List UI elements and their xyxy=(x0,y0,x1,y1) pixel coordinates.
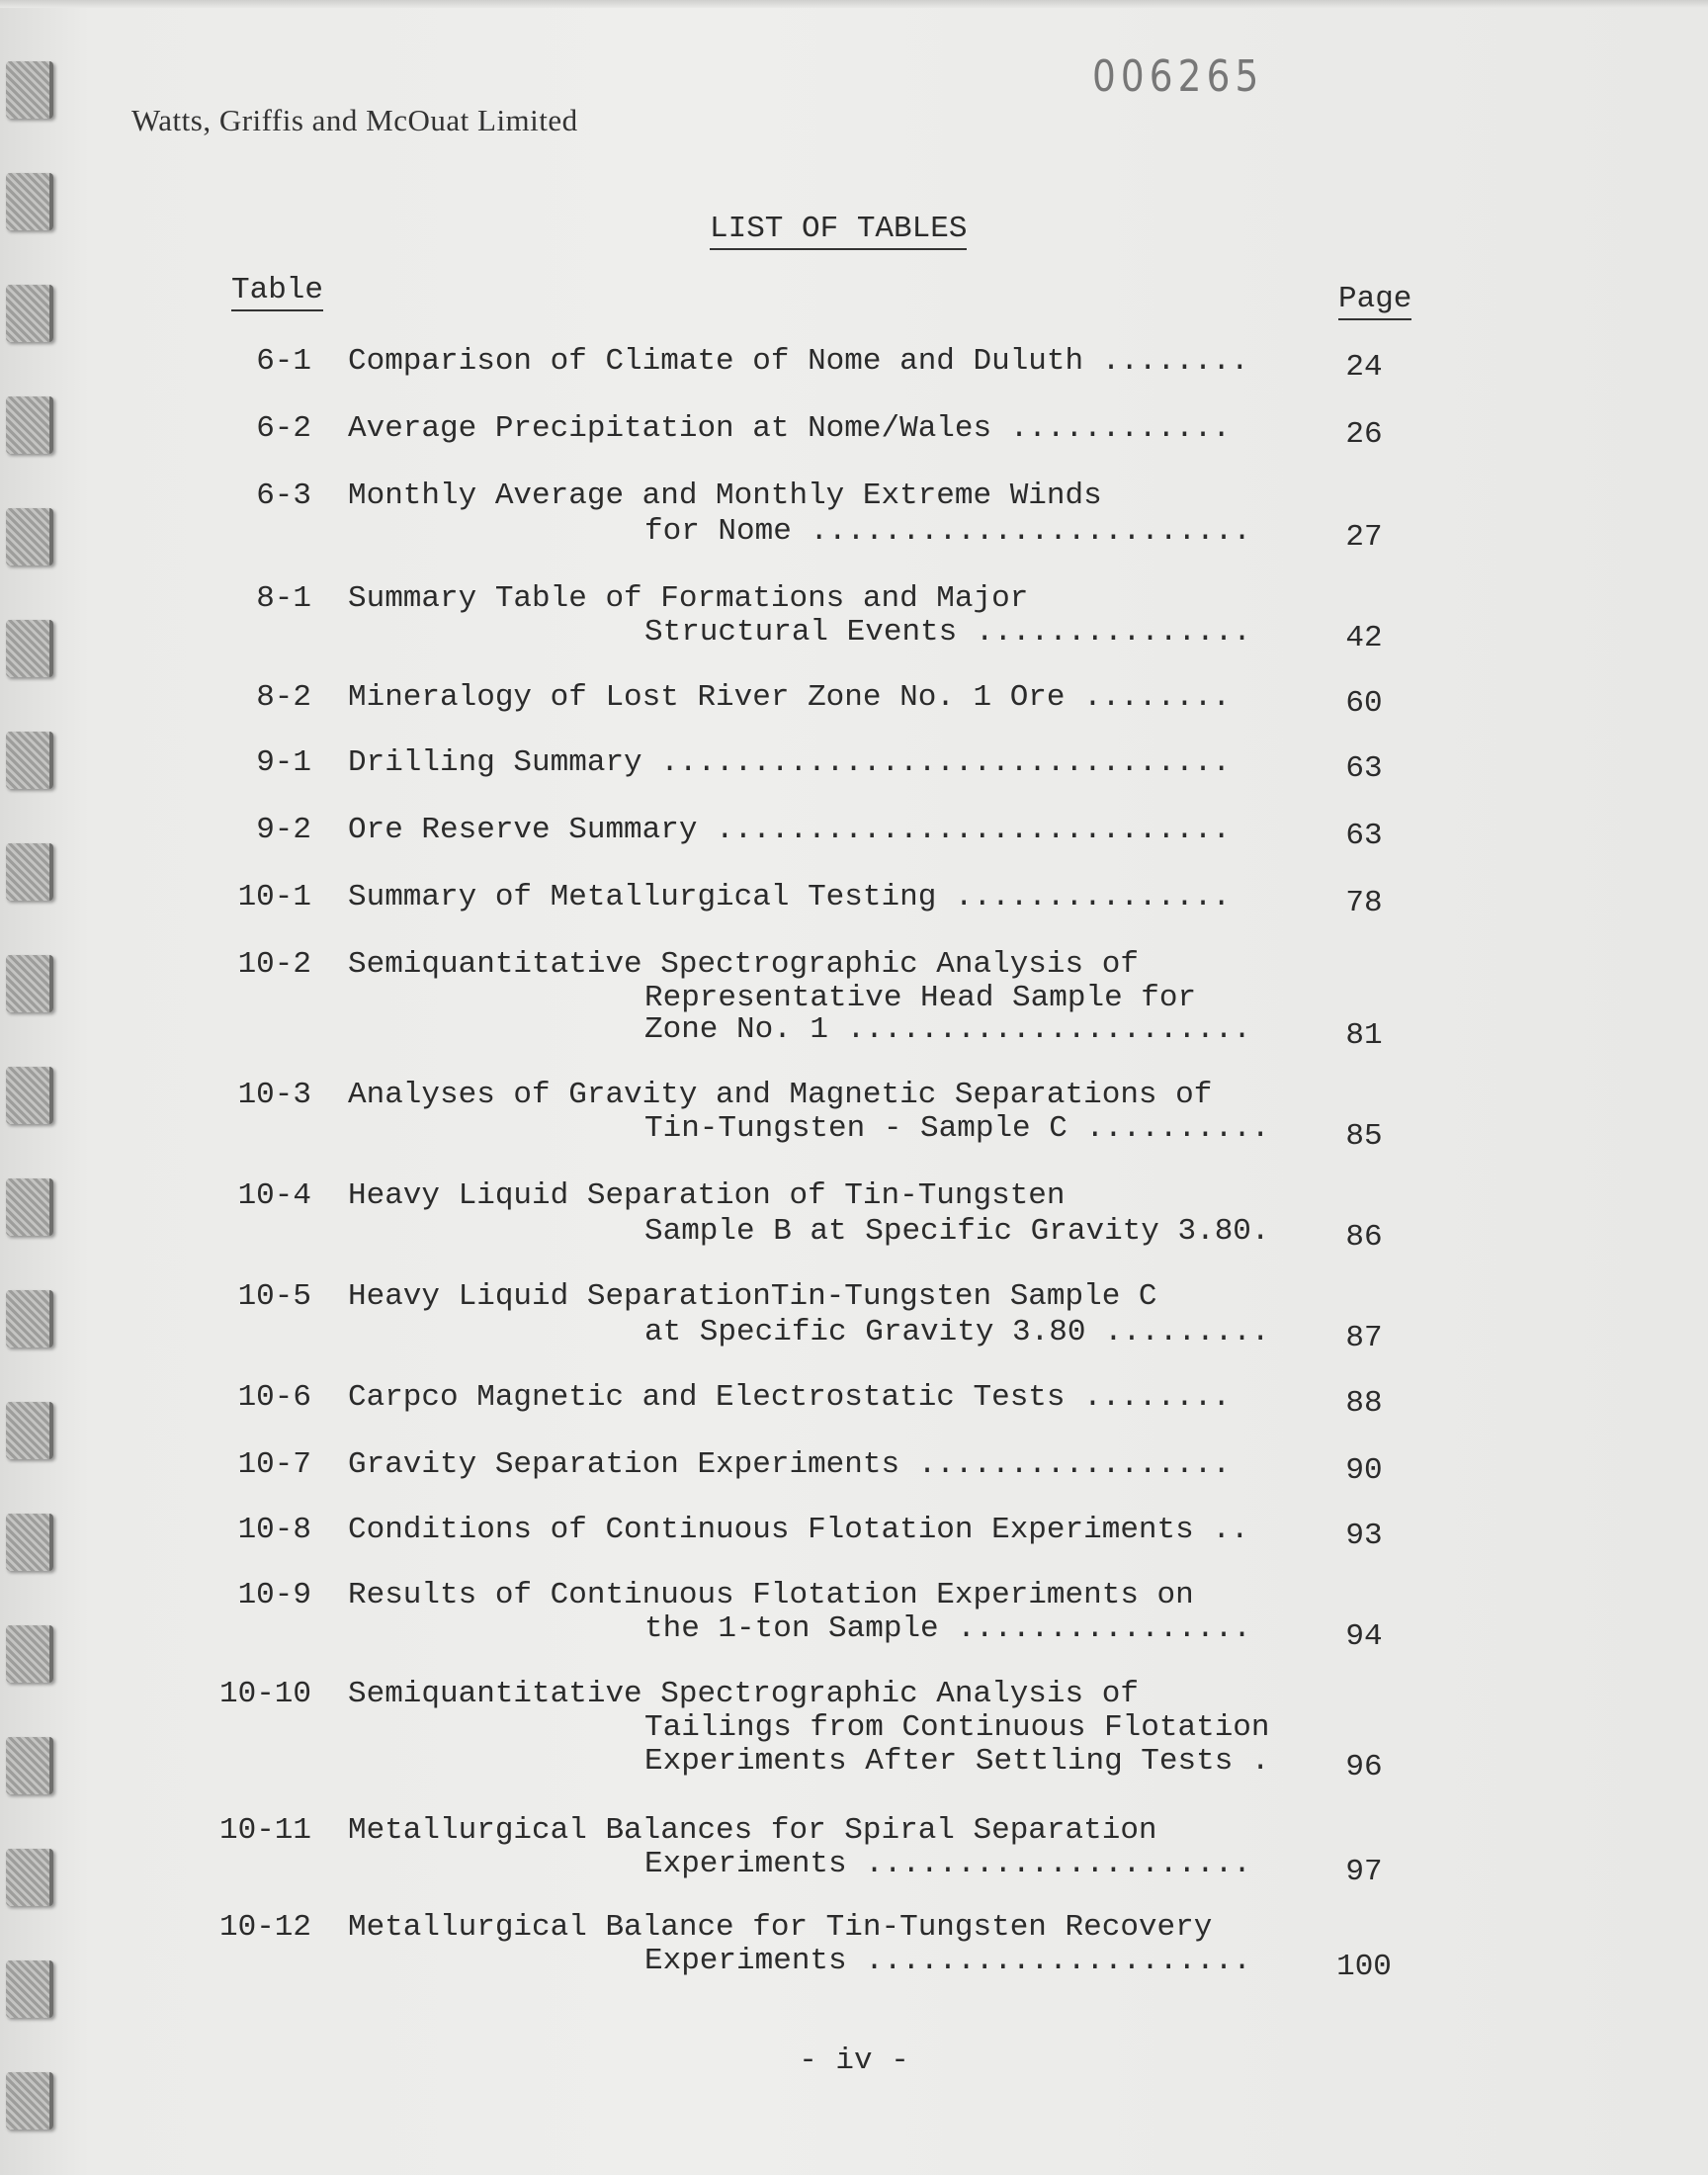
table-number: 6-2 xyxy=(256,411,311,446)
table-number: 6-3 xyxy=(256,478,311,513)
table-number: 8-2 xyxy=(256,680,311,715)
binding-ring xyxy=(6,1067,53,1124)
page-number: 94 xyxy=(1345,1619,1383,1654)
page-title: LIST OF TABLES xyxy=(710,212,967,250)
binding-ring xyxy=(6,1737,53,1794)
table-title-line: Experiments ..................... xyxy=(644,1944,1251,1978)
table-number: 6-1 xyxy=(256,344,311,379)
company-name: Watts, Griffis and McOuat Limited xyxy=(131,103,578,137)
table-title-line: Sample B at Specific Gravity 3.80. xyxy=(644,1214,1270,1249)
binding-ring xyxy=(6,1178,53,1236)
binding-ring xyxy=(6,955,53,1012)
table-number: 10-2 xyxy=(237,947,311,982)
table-title-line: Analyses of Gravity and Magnetic Separations of xyxy=(348,1078,1213,1112)
table-number: 10-5 xyxy=(237,1279,311,1314)
binding-ring xyxy=(6,843,53,901)
table-number: 10-8 xyxy=(237,1513,311,1547)
page-number: 90 xyxy=(1345,1453,1383,1488)
table-title-line: Tailings from Continuous Flotation xyxy=(644,1710,1270,1745)
binding-ring xyxy=(6,173,53,230)
table-title-line: Ore Reserve Summary ............................ xyxy=(348,813,1231,847)
table-number: 8-1 xyxy=(256,581,311,616)
table-column-header: Table xyxy=(231,273,323,311)
table-title-line: Gravity Separation Experiments ................. xyxy=(348,1447,1231,1482)
document-number: 006265 xyxy=(1092,51,1264,102)
page-number: 63 xyxy=(1345,819,1383,853)
binding-ring xyxy=(6,1960,53,2018)
page-number: 85 xyxy=(1345,1119,1383,1154)
binding-ring xyxy=(6,732,53,789)
page-number: 63 xyxy=(1345,751,1383,786)
table-title-line: Carpco Magnetic and Electrostatic Tests ........ xyxy=(348,1380,1231,1415)
binding-ring xyxy=(6,620,53,677)
table-title-line: Tin-Tungsten - Sample C .......... xyxy=(644,1111,1270,1146)
binding-ring xyxy=(6,61,53,119)
page-number: 42 xyxy=(1345,621,1383,655)
binding-ring xyxy=(6,1290,53,1348)
table-title-line: Heavy Liquid SeparationTin-Tungsten Sample C xyxy=(348,1279,1157,1314)
table-title-line: Metallurgical Balances for Spiral Separation xyxy=(348,1813,1157,1848)
page-number: 78 xyxy=(1345,886,1383,920)
table-title-line: Mineralogy of Lost River Zone No. 1 Ore ........ xyxy=(348,680,1231,715)
table-title-line: Results of Continuous Flotation Experiments on xyxy=(348,1578,1194,1612)
page-number: 26 xyxy=(1345,417,1383,452)
table-number: 10-3 xyxy=(237,1078,311,1112)
table-title-line: Comparison of Climate of Nome and Duluth ........ xyxy=(348,344,1249,379)
table-title-line: Semiquantitative Spectrographic Analysis of xyxy=(348,1677,1139,1711)
binding-ring xyxy=(6,396,53,454)
table-number: 10-1 xyxy=(237,880,311,914)
table-title-line: Metallurgical Balance for Tin-Tungsten Recovery xyxy=(348,1910,1213,1945)
page-number: 96 xyxy=(1345,1750,1383,1784)
table-title-line: Zone No. 1 ...................... xyxy=(644,1012,1251,1047)
binding-ring xyxy=(6,1402,53,1459)
table-title-line: Structural Events ............... xyxy=(644,615,1251,650)
page-number: 60 xyxy=(1345,686,1383,721)
binding-ring xyxy=(6,1625,53,1683)
binding-ring xyxy=(6,1514,53,1571)
table-title-line: Heavy Liquid Separation of Tin-Tungsten xyxy=(348,1178,1066,1213)
table-number: 10-4 xyxy=(237,1178,311,1213)
table-title-line: Experiments ..................... xyxy=(644,1847,1251,1881)
page-number: 100 xyxy=(1336,1950,1392,1984)
page-footer-number: - iv - xyxy=(799,2044,909,2078)
table-number: 9-1 xyxy=(256,745,311,780)
page-number: 93 xyxy=(1345,1519,1383,1553)
table-title-line: at Specific Gravity 3.80 ......... xyxy=(644,1315,1270,1349)
binding-ring xyxy=(6,1849,53,1906)
table-title-line: for Nome ........................ xyxy=(644,514,1251,549)
table-number: 10-9 xyxy=(237,1578,311,1612)
table-title-line: the 1-ton Sample ................ xyxy=(644,1611,1251,1646)
table-number: 10-12 xyxy=(218,1910,311,1945)
table-title-line: Drilling Summary ............................... xyxy=(348,745,1231,780)
page-number: 27 xyxy=(1345,520,1383,555)
table-number: 9-2 xyxy=(256,813,311,847)
table-number: 10-11 xyxy=(218,1813,311,1848)
page-number: 24 xyxy=(1345,350,1383,385)
binding-ring xyxy=(6,285,53,342)
table-number: 10-6 xyxy=(237,1380,311,1415)
spiral-binding xyxy=(0,0,59,2175)
table-title-line: Semiquantitative Spectrographic Analysis of xyxy=(348,947,1139,982)
table-title-line: Summary of Metallurgical Testing ............... xyxy=(348,880,1231,914)
table-number: 10-7 xyxy=(237,1447,311,1482)
table-title-line: Representative Head Sample for xyxy=(644,981,1197,1015)
binding-ring xyxy=(6,2072,53,2130)
table-title-line: Average Precipitation at Nome/Wales ............ xyxy=(348,411,1231,446)
table-title-line: Summary Table of Formations and Major xyxy=(348,581,1029,616)
table-title-line: Conditions of Continuous Flotation Experiments .. xyxy=(348,1513,1249,1547)
table-title-line: Monthly Average and Monthly Extreme Winds xyxy=(348,478,1102,513)
page-number: 88 xyxy=(1345,1386,1383,1421)
table-title-line: Experiments After Settling Tests . xyxy=(644,1744,1270,1779)
binding-ring xyxy=(6,508,53,566)
table-number: 10-10 xyxy=(218,1677,311,1711)
page-number: 86 xyxy=(1345,1220,1383,1255)
page-number: 81 xyxy=(1345,1018,1383,1053)
page-top-edge xyxy=(0,0,1708,8)
page-number: 97 xyxy=(1345,1855,1383,1889)
page-column-header: Page xyxy=(1338,282,1411,320)
page-number: 87 xyxy=(1345,1321,1383,1355)
